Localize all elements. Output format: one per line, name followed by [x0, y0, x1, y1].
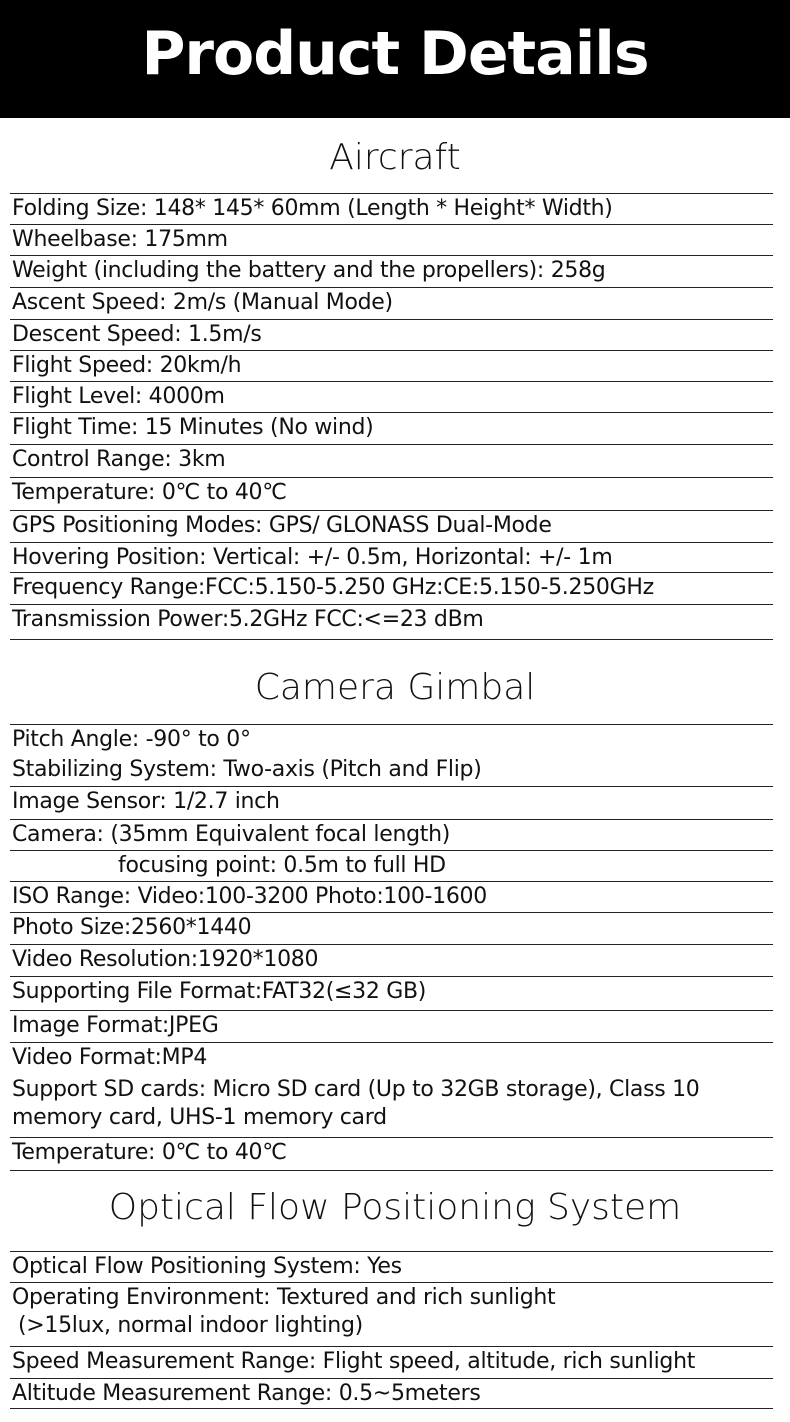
spec-row: GPS Positioning Modes: GPS/ GLONASS Dual-Mode: [10, 510, 773, 541]
spec-row: Transmission Power:5.2GHz FCC:<=23 dBm: [10, 604, 773, 635]
spec-row: focusing point: 0.5m to full HD: [10, 850, 773, 881]
spec-row: Operating Environment: Textured and rich sunlight: [10, 1282, 773, 1313]
spec-row: Altitude Measurement Range: 0.5~5meters: [10, 1378, 773, 1409]
spec-row: Temperature: 0℃ to 40℃: [10, 477, 773, 508]
spec-row: Ascent Speed: 2m/s (Manual Mode): [10, 287, 773, 318]
spec-row: Video Format:MP4: [10, 1042, 773, 1073]
spec-row: Camera: (35mm Equivalent focal length): [10, 819, 773, 850]
section-divider: [10, 1408, 773, 1409]
spec-row: Flight Time: 15 Minutes (No wind): [10, 412, 773, 443]
page-header: [0, 0, 790, 118]
spec-row: (>15lux, normal indoor lighting): [18, 1313, 363, 1338]
section-divider: [10, 639, 773, 640]
spec-row: Video Resolution:1920*1080: [10, 944, 773, 975]
spec-row: Optical Flow Positioning System: Yes: [10, 1251, 773, 1282]
spec-row: Image Sensor: 1/2.7 inch: [10, 786, 773, 817]
spec-row: Weight (including the battery and the propellers): 258g: [10, 255, 773, 286]
spec-row: Control Range: 3km: [10, 444, 773, 475]
optical-flow-section-title: Optical Flow Positioning System: [108, 1187, 682, 1228]
spec-row: Flight Level: 4000m: [10, 381, 773, 412]
spec-row: Wheelbase: 175mm: [10, 224, 773, 255]
spec-row: Stabilizing System: Two-axis (Pitch and Flip): [12, 757, 482, 782]
spec-row: Speed Measurement Range: Flight speed, altitude, rich sunlight: [10, 1346, 773, 1377]
spec-row: Photo Size:2560*1440: [10, 912, 773, 943]
section-divider: [10, 1170, 773, 1171]
spec-row: Descent Speed: 1.5m/s: [10, 319, 773, 350]
camera-gimbal-section-title: Camera Gimbal: [254, 667, 536, 708]
spec-row: Flight Speed: 20km/h: [10, 350, 773, 381]
spec-row: Frequency Range:FCC:5.150-5.250 GHz:CE:5.150-5.250GHz: [10, 572, 773, 603]
spec-row: ISO Range: Video:100-3200 Photo:100-1600: [10, 881, 773, 912]
aircraft-section-title: Aircraft: [329, 137, 461, 178]
spec-row: Temperature: 0℃ to 40℃: [10, 1137, 773, 1168]
spec-row: Folding Size: 148* 145* 60mm (Length * Height* Width): [10, 193, 773, 224]
spec-row: Pitch Angle: -90° to 0°: [10, 724, 773, 755]
spec-row: Image Format:JPEG: [10, 1010, 773, 1041]
spec-row: Support SD cards: Micro SD card (Up to 32GB storage), Class 10 memory card, UHS-1 memory card: [12, 1077, 700, 1130]
spec-row: Hovering Position: Vertical: +/- 0.5m, Horizontal: +/- 1m: [10, 542, 773, 573]
page-title: Product Details: [141, 19, 649, 89]
spec-row: Supporting File Format:FAT32(≤32 GB): [10, 976, 773, 1007]
